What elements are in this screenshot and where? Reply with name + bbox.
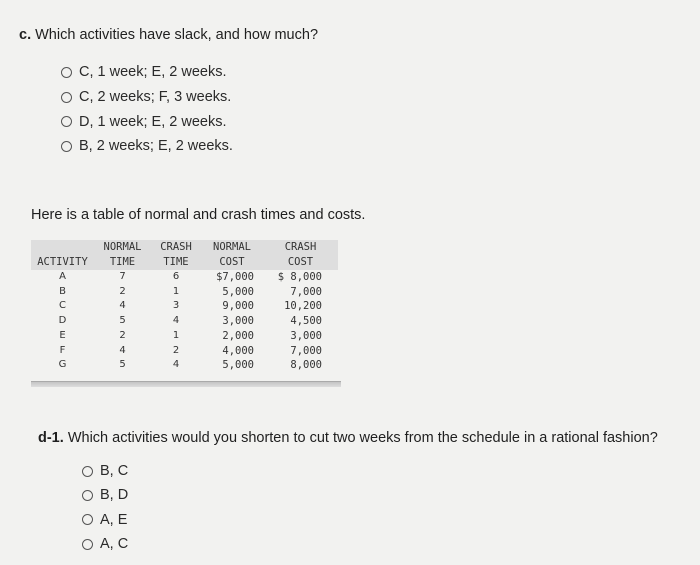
cell-normal-cost: 9,000 bbox=[222, 300, 254, 313]
cell-crash-time: 6 bbox=[172, 271, 180, 282]
cell-activity: A bbox=[59, 271, 66, 282]
radio-button[interactable] bbox=[82, 514, 93, 525]
question-c-options bbox=[61, 60, 233, 159]
cell-crash-cost: 7,000 bbox=[290, 344, 322, 357]
table-row bbox=[31, 358, 338, 373]
header-normal-time-top: NORMAL bbox=[94, 240, 151, 255]
cell-crash-cost: 7,000 bbox=[290, 285, 322, 298]
option-label: B, C bbox=[100, 463, 129, 480]
radio-button[interactable] bbox=[61, 141, 72, 152]
header-crash-time: TIME bbox=[151, 255, 201, 270]
cell-crash-cost: 8,000 bbox=[290, 359, 322, 372]
option-label: A, E bbox=[100, 511, 128, 528]
header-crash-cost-top: CRASH bbox=[263, 240, 338, 255]
option-c-2[interactable] bbox=[61, 85, 233, 110]
header-normal-time: TIME bbox=[94, 255, 151, 270]
question-c bbox=[19, 27, 318, 43]
table-row bbox=[31, 344, 338, 359]
table-row bbox=[31, 314, 338, 329]
cell-normal-cost: 4,000 bbox=[222, 344, 254, 357]
cell-crash-cost: 3,000 bbox=[290, 329, 322, 342]
table-row bbox=[31, 329, 338, 344]
cell-normal-time: 4 bbox=[119, 300, 126, 312]
header-activity-top bbox=[31, 240, 94, 255]
cell-crash-time: 3 bbox=[172, 300, 180, 312]
cell-activity: D bbox=[58, 315, 67, 327]
header-normal-cost-top: NORMAL bbox=[201, 240, 263, 255]
cell-activity: F bbox=[59, 344, 66, 356]
cell-crash-cost: 4,500 bbox=[290, 315, 322, 328]
cell-normal-cost: 5,000 bbox=[222, 285, 254, 298]
option-label: A, C bbox=[100, 536, 129, 553]
cell-crash-time: 1 bbox=[172, 329, 180, 341]
option-label: C, 2 weeks; F, 3 weeks. bbox=[79, 89, 232, 106]
cell-normal-time: 2 bbox=[119, 285, 126, 297]
cell-crash-time: 4 bbox=[172, 359, 180, 371]
cell-crash-cost: 10,200 bbox=[284, 300, 322, 313]
cell-normal-cost: 2,000 bbox=[222, 329, 254, 342]
header-crash-time-top: CRASH bbox=[151, 240, 201, 255]
option-label: B, 2 weeks; E, 2 weeks. bbox=[79, 138, 233, 155]
option-c-4[interactable] bbox=[61, 134, 233, 159]
cell-normal-time: 2 bbox=[119, 329, 126, 341]
question-d1-label: d-1. bbox=[38, 430, 64, 446]
radio-button[interactable] bbox=[82, 466, 93, 477]
table-row bbox=[31, 285, 338, 300]
option-d1-2[interactable] bbox=[82, 483, 128, 507]
radio-button[interactable] bbox=[61, 92, 72, 103]
question-d1-text: Which activities would you shorten to cut two weeks from the schedule in a rational fashion? bbox=[67, 430, 658, 446]
cell-normal-time: 5 bbox=[119, 359, 126, 371]
option-d1-4[interactable] bbox=[82, 532, 128, 556]
option-label: B, D bbox=[100, 487, 129, 504]
question-c-text: Which activities have slack, and how much? bbox=[35, 27, 319, 43]
cell-activity: C bbox=[59, 300, 66, 312]
question-d1 bbox=[38, 430, 658, 446]
cell-activity: G bbox=[58, 359, 67, 371]
header-activity: ACTIVITY bbox=[31, 255, 94, 270]
table-row bbox=[31, 270, 338, 285]
header-crash-cost: COST bbox=[263, 255, 338, 270]
table-header-row-2 bbox=[31, 255, 338, 270]
cell-normal-cost: $7,000 bbox=[216, 271, 254, 283]
cell-crash-time: 4 bbox=[172, 315, 180, 327]
cell-normal-cost: 3,000 bbox=[222, 315, 254, 328]
table-header-row-1 bbox=[31, 240, 338, 255]
option-c-1[interactable] bbox=[61, 60, 233, 85]
cell-activity: B bbox=[59, 285, 66, 297]
table-intro: Here is a table of normal and crash times and costs. bbox=[31, 207, 366, 223]
radio-button[interactable] bbox=[82, 539, 93, 550]
header-normal-cost: COST bbox=[201, 255, 263, 270]
cell-crash-time: 1 bbox=[172, 285, 180, 297]
table-divider bbox=[31, 381, 341, 387]
option-d1-1[interactable] bbox=[82, 459, 128, 483]
option-label: D, 1 week; E, 2 weeks. bbox=[79, 113, 227, 130]
cell-normal-cost: 5,000 bbox=[222, 359, 254, 372]
cell-normal-time: 4 bbox=[119, 344, 126, 356]
radio-button[interactable] bbox=[61, 116, 72, 127]
cell-crash-cost: $ 8,000 bbox=[277, 271, 322, 283]
cell-normal-time: 7 bbox=[119, 271, 126, 282]
radio-button[interactable] bbox=[61, 67, 72, 78]
radio-button[interactable] bbox=[82, 490, 93, 501]
question-d1-options bbox=[82, 459, 128, 556]
cost-table bbox=[31, 240, 338, 373]
option-label: C, 1 week; E, 2 weeks. bbox=[79, 64, 227, 81]
option-c-3[interactable] bbox=[61, 109, 233, 134]
question-c-label: c. bbox=[19, 27, 32, 43]
option-d1-3[interactable] bbox=[82, 508, 128, 532]
table-row bbox=[31, 299, 338, 314]
cell-crash-time: 2 bbox=[172, 344, 180, 356]
cell-activity: E bbox=[59, 329, 66, 341]
cell-normal-time: 5 bbox=[119, 315, 126, 327]
cost-table-container bbox=[31, 240, 341, 373]
